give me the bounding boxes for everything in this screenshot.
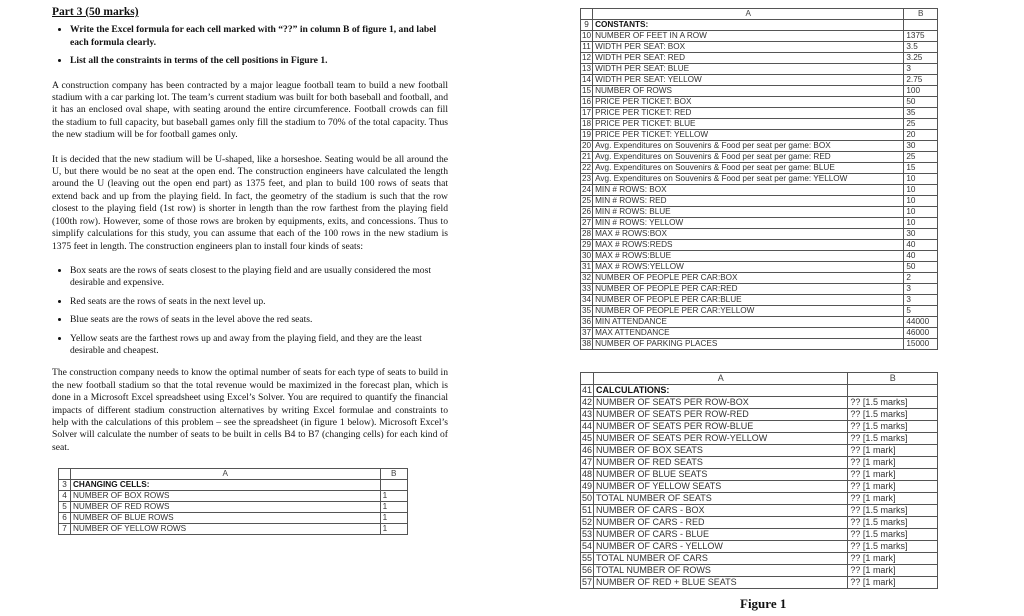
row-number: 34 xyxy=(582,295,592,304)
row-value: 30 xyxy=(904,229,938,240)
row-value: ?? [1.5 marks] xyxy=(848,541,938,553)
row-value: 25 xyxy=(904,119,938,130)
column-header-row xyxy=(59,469,408,480)
row-value: 20 xyxy=(904,130,938,141)
row-value: ?? [1.5 marks] xyxy=(848,529,938,541)
part-title: Part 3 (50 marks) xyxy=(52,6,139,18)
row-label: PRICE PER TICKET: BOX xyxy=(593,97,904,108)
row-label: NUMBER OF RED SEATS xyxy=(594,457,848,469)
row-value: 25 xyxy=(904,152,938,163)
row-label: MIN # ROWS: YELLOW xyxy=(593,218,904,229)
section-header-row xyxy=(59,480,408,491)
section-header-value xyxy=(848,385,938,397)
row-value: ?? [1.5 marks] xyxy=(848,505,938,517)
row-number: 49 xyxy=(582,481,593,491)
corner-cell xyxy=(581,9,593,20)
row-value: 46000 xyxy=(904,328,938,339)
table-row xyxy=(581,196,938,207)
row-number: 37 xyxy=(582,328,592,337)
row-label: WIDTH PER SEAT: YELLOW xyxy=(593,75,904,86)
row-number: 22 xyxy=(582,163,592,172)
row-value: 44000 xyxy=(904,317,938,328)
row-number: 41 xyxy=(582,385,593,395)
row-label: NUMBER OF CARS - BOX xyxy=(594,505,848,517)
column-header-b: B xyxy=(904,9,938,20)
row-number: 46 xyxy=(582,445,593,455)
table-row xyxy=(581,445,938,457)
row-value: 50 xyxy=(904,97,938,108)
row-number: 54 xyxy=(582,541,593,551)
section-header-label: CHANGING CELLS: xyxy=(71,480,381,491)
row-number: 35 xyxy=(582,306,592,315)
row-label: MIN # ROWS: BOX xyxy=(593,185,904,196)
row-number: 13 xyxy=(582,64,592,73)
column-header-b: B xyxy=(848,373,938,385)
row-value: ?? [1.5 marks] xyxy=(848,517,938,529)
row-number: 7 xyxy=(59,524,71,535)
row-label: NUMBER OF BOX ROWS xyxy=(71,491,381,502)
row-label: PRICE PER TICKET: RED xyxy=(593,108,904,119)
row-value: 5 xyxy=(904,306,938,317)
table-row xyxy=(581,397,938,409)
row-label: TOTAL NUMBER OF SEATS xyxy=(594,493,848,505)
row-number: 6 xyxy=(59,513,71,524)
table-row xyxy=(581,31,938,42)
row-value: 1 xyxy=(380,491,407,502)
row-value: 10 xyxy=(904,218,938,229)
row-value: ?? [1 mark] xyxy=(848,469,938,481)
table-row xyxy=(59,513,408,524)
row-number: 19 xyxy=(582,130,592,139)
row-label: NUMBER OF PEOPLE PER CAR:RED xyxy=(593,284,904,295)
row-value: 10 xyxy=(904,207,938,218)
section-header-row xyxy=(581,20,938,31)
row-value: 2.75 xyxy=(904,75,938,86)
row-label: Avg. Expenditures on Souvenirs & Food per seat per game: BOX xyxy=(593,141,904,152)
table-row xyxy=(581,119,938,130)
row-label: NUMBER OF SEATS PER ROW-YELLOW xyxy=(594,433,848,445)
row-label: NUMBER OF PEOPLE PER CAR:BLUE xyxy=(593,295,904,306)
row-label: NUMBER OF BLUE ROWS xyxy=(71,513,381,524)
row-number: 20 xyxy=(582,141,592,150)
row-label: NUMBER OF SEATS PER ROW-BOX xyxy=(594,397,848,409)
table-row xyxy=(581,42,938,53)
row-value: 1375 xyxy=(904,31,938,42)
row-label: NUMBER OF YELLOW ROWS xyxy=(71,524,381,535)
row-number: 23 xyxy=(582,174,592,183)
table-row xyxy=(581,565,938,577)
row-label: NUMBER OF BOX SEATS xyxy=(594,445,848,457)
column-header-row xyxy=(581,373,938,385)
table-row xyxy=(581,262,938,273)
corner-cell xyxy=(59,469,71,480)
row-value: ?? [1.5 marks] xyxy=(848,397,938,409)
table-row xyxy=(581,541,938,553)
row-label: Avg. Expenditures on Souvenirs & Food per seat per game: YELLOW xyxy=(593,174,904,185)
column-header-a: A xyxy=(594,373,848,385)
row-number: 26 xyxy=(582,207,592,216)
row-label: NUMBER OF YELLOW SEATS xyxy=(594,481,848,493)
changing-cells-table xyxy=(58,468,408,535)
table-row xyxy=(581,152,938,163)
row-label: NUMBER OF FEET IN A ROW xyxy=(593,31,904,42)
seat-kind-item: • Red seats are the rows of seats in the next level up. xyxy=(70,296,448,308)
table-row xyxy=(581,517,938,529)
figure-caption: Figure 1 xyxy=(740,596,787,611)
row-number: 42 xyxy=(582,397,593,407)
section-header-row xyxy=(581,385,938,397)
seat-kind-list xyxy=(52,265,448,357)
row-number: 32 xyxy=(582,273,592,282)
row-value: 1 xyxy=(380,524,407,535)
table-row xyxy=(59,524,408,535)
row-number: 47 xyxy=(582,457,593,467)
row-label: NUMBER OF PEOPLE PER CAR:BOX xyxy=(593,273,904,284)
row-number: 28 xyxy=(582,229,592,238)
row-label: NUMBER OF CARS - RED xyxy=(594,517,848,529)
row-number: 52 xyxy=(582,517,593,527)
row-number: 31 xyxy=(582,262,592,271)
table-row xyxy=(59,502,408,513)
row-value: 15 xyxy=(904,163,938,174)
row-value: ?? [1 mark] xyxy=(848,445,938,457)
row-value: 3 xyxy=(904,64,938,75)
table-row xyxy=(581,108,938,119)
row-label: NUMBER OF RED ROWS xyxy=(71,502,381,513)
table-row xyxy=(581,240,938,251)
row-value: 1 xyxy=(380,502,407,513)
table-row xyxy=(581,505,938,517)
row-value: 100 xyxy=(904,86,938,97)
corner-cell xyxy=(581,373,594,385)
table-row xyxy=(581,409,938,421)
instruction-item: • Write the Excel formula for each cell marked with “??” in column B of figure 1, and label each formula clearly. xyxy=(70,24,448,49)
table-row xyxy=(581,273,938,284)
row-value: 3 xyxy=(904,295,938,306)
row-label: MIN ATTENDANCE xyxy=(593,317,904,328)
table-row xyxy=(581,317,938,328)
row-label: TOTAL NUMBER OF CARS xyxy=(594,553,848,565)
table-row xyxy=(581,433,938,445)
row-value: ?? [1.5 marks] xyxy=(848,433,938,445)
row-number: 10 xyxy=(582,31,592,40)
row-number: 5 xyxy=(59,502,71,513)
table-row xyxy=(581,421,938,433)
row-number: 43 xyxy=(582,409,593,419)
row-value: 10 xyxy=(904,196,938,207)
row-label: NUMBER OF PARKING PLACES xyxy=(593,339,904,350)
instruction-item: • List all the constraints in terms of the cell positions in Figure 1. xyxy=(70,55,448,67)
table-row xyxy=(581,141,938,152)
table-row xyxy=(581,306,938,317)
row-label: NUMBER OF PEOPLE PER CAR:YELLOW xyxy=(593,306,904,317)
row-number: 12 xyxy=(582,53,592,62)
row-number: 30 xyxy=(582,251,592,260)
table-row xyxy=(581,251,938,262)
table-row xyxy=(581,457,938,469)
row-value: 40 xyxy=(904,251,938,262)
row-value: 35 xyxy=(904,108,938,119)
row-value: 3.5 xyxy=(904,42,938,53)
row-label: NUMBER OF CARS - BLUE xyxy=(594,529,848,541)
row-label: NUMBER OF SEATS PER ROW-RED xyxy=(594,409,848,421)
row-label: NUMBER OF ROWS xyxy=(593,86,904,97)
row-number: 27 xyxy=(582,218,592,227)
row-value: 10 xyxy=(904,174,938,185)
row-label: MAX ATTENDANCE xyxy=(593,328,904,339)
table-row xyxy=(581,529,938,541)
row-label: WIDTH PER SEAT: BOX xyxy=(593,42,904,53)
row-value: ?? [1 mark] xyxy=(848,481,938,493)
row-value: 3 xyxy=(904,284,938,295)
row-label: PRICE PER TICKET: BLUE xyxy=(593,119,904,130)
table-row xyxy=(581,229,938,240)
row-number: 56 xyxy=(582,565,593,575)
row-label: MAX # ROWS:BLUE xyxy=(593,251,904,262)
table-row xyxy=(581,339,938,350)
row-value: 2 xyxy=(904,273,938,284)
section-header-value xyxy=(380,480,407,491)
paragraph-task: The construction company needs to know the optimal number of seats for each type of seats to build in the new football stadium so that the total revenue would be maximized in the forecast plan, which is done in a Microsoft Excel spreadsheet using Excel’s Solver. You are required to quantify the financial impacts of different stadium construction alternatives by writing Excel formulae and constraints to help with the calculations of this problem – see the spreadsheet (in figure 1 below). Microsoft Excel’s Solver will calculate the number of seats to be built in cells B4 to B7 (changing cells) for each kind of seat. xyxy=(52,367,448,453)
row-number: 21 xyxy=(582,152,592,161)
calculations-table xyxy=(580,372,938,589)
row-value: 10 xyxy=(904,185,938,196)
question-text-column xyxy=(52,6,448,535)
row-label: TOTAL NUMBER OF ROWS xyxy=(594,565,848,577)
column-header-a: A xyxy=(71,469,381,480)
row-label: MAX # ROWS:BOX xyxy=(593,229,904,240)
row-number: 33 xyxy=(582,284,592,293)
row-label: WIDTH PER SEAT: RED xyxy=(593,53,904,64)
section-header-value xyxy=(904,20,938,31)
row-number: 36 xyxy=(582,317,592,326)
table-row xyxy=(581,97,938,108)
row-value: 50 xyxy=(904,262,938,273)
row-number: 45 xyxy=(582,433,593,443)
row-value: ?? [1.5 marks] xyxy=(848,421,938,433)
row-label: MAX # ROWS:REDS xyxy=(593,240,904,251)
table-row xyxy=(59,491,408,502)
row-number: 53 xyxy=(582,529,593,539)
row-value: 3.25 xyxy=(904,53,938,64)
row-label: Avg. Expenditures on Souvenirs & Food per seat per game: BLUE xyxy=(593,163,904,174)
row-label: NUMBER OF RED + BLUE SEATS xyxy=(594,577,848,589)
table-row xyxy=(581,163,938,174)
row-number: 55 xyxy=(582,553,593,563)
row-value: 40 xyxy=(904,240,938,251)
table-row xyxy=(581,75,938,86)
seat-kind-item: • Blue seats are the rows of seats in the level above the red seats. xyxy=(70,314,448,326)
row-label: MIN # ROWS: BLUE xyxy=(593,207,904,218)
row-number: 17 xyxy=(582,108,592,117)
table-row xyxy=(581,328,938,339)
table-row xyxy=(581,86,938,97)
table-row xyxy=(581,469,938,481)
row-number: 44 xyxy=(582,421,593,431)
table-row xyxy=(581,130,938,141)
table-row xyxy=(581,295,938,306)
table-row xyxy=(581,284,938,295)
instruction-list xyxy=(52,24,448,67)
table-row xyxy=(581,53,938,64)
column-header-row xyxy=(581,9,938,20)
table-row xyxy=(581,553,938,565)
row-number: 24 xyxy=(582,185,592,194)
row-label: NUMBER OF CARS - YELLOW xyxy=(594,541,848,553)
row-number: 51 xyxy=(582,505,593,515)
row-value: ?? [1 mark] xyxy=(848,553,938,565)
row-number: 38 xyxy=(582,339,592,348)
row-label: Avg. Expenditures on Souvenirs & Food per seat per game: RED xyxy=(593,152,904,163)
table-row xyxy=(581,481,938,493)
constants-table xyxy=(580,8,938,350)
column-header-a: A xyxy=(593,9,904,20)
row-number: 11 xyxy=(582,42,591,51)
row-number: 48 xyxy=(582,469,593,479)
paragraph-intro: A construction company has been contracted by a major league football team to build a new football stadium with a car parking lot. The team’s current stadium was built for both baseball and football, and it has an enclosed oval shape, with seating around the entire circumference. Football crowds can fill the stadium to full capacity, but baseball games only fill the stadium to 70% of the total capacity. Thus the new stadium will be for football games only. xyxy=(52,79,448,141)
row-number: 15 xyxy=(582,86,592,95)
row-label: NUMBER OF BLUE SEATS xyxy=(594,469,848,481)
row-value: 15000 xyxy=(904,339,938,350)
row-value: ?? [1.5 marks] xyxy=(848,409,938,421)
table-row xyxy=(581,185,938,196)
row-value: 30 xyxy=(904,141,938,152)
row-number: 14 xyxy=(582,75,592,84)
row-label: NUMBER OF SEATS PER ROW-BLUE xyxy=(594,421,848,433)
row-value: 1 xyxy=(380,513,407,524)
paragraph-stadium: It is decided that the new stadium will be U-shaped, like a horseshoe. Seating would be all around the U, but there would be no seat at the open end. The construction engineers have calculated the length around the U (leaving out the open end part) as 1375 feet, and plan to build 100 rows of seats that extend back and up from the playing field. In fact, the geometry of the stadium is such that the row closest to the playing field (1st row) is shorter in length than the row farthest from the playing field (100th row). However, some of those rows are broken by equipments, exits, and concessions. Thus to simplify calculations for this study, you can assume that each of the 100 rows in the new stadium is 1375 feet in length. The construction engineers plan to install four kinds of seats: xyxy=(52,153,448,252)
row-number: 3 xyxy=(59,480,71,491)
row-number: 16 xyxy=(582,97,592,106)
table-row xyxy=(581,493,938,505)
row-label: MIN # ROWS: RED xyxy=(593,196,904,207)
seat-kind-item: • Box seats are the rows of seats closest to the playing field and are usually considered the most desirable and expensive. xyxy=(70,265,448,290)
seat-kind-item: • Yellow seats are the farthest rows up and away from the playing field, and they are the least desirable and cheapest. xyxy=(70,333,448,358)
table-row xyxy=(581,207,938,218)
table-row xyxy=(581,577,938,589)
row-value: ?? [1 mark] xyxy=(848,577,938,589)
row-number: 25 xyxy=(582,196,592,205)
row-number: 4 xyxy=(59,491,71,502)
row-label: MAX # ROWS:YELLOW xyxy=(593,262,904,273)
table-row xyxy=(581,64,938,75)
row-number: 50 xyxy=(582,493,593,503)
column-header-b: B xyxy=(380,469,407,480)
row-value: ?? [1 mark] xyxy=(848,493,938,505)
section-header-label: CALCULATIONS: xyxy=(594,385,848,397)
row-number: 9 xyxy=(581,20,593,31)
table-row xyxy=(581,174,938,185)
row-number: 57 xyxy=(582,577,593,587)
row-label: WIDTH PER SEAT: BLUE xyxy=(593,64,904,75)
row-number: 29 xyxy=(582,240,592,249)
table-row xyxy=(581,218,938,229)
row-value: ?? [1 mark] xyxy=(848,457,938,469)
section-header-label: CONSTANTS: xyxy=(593,20,904,31)
row-number: 18 xyxy=(582,119,592,128)
row-label: PRICE PER TICKET: YELLOW xyxy=(593,130,904,141)
row-value: ?? [1 mark] xyxy=(848,565,938,577)
